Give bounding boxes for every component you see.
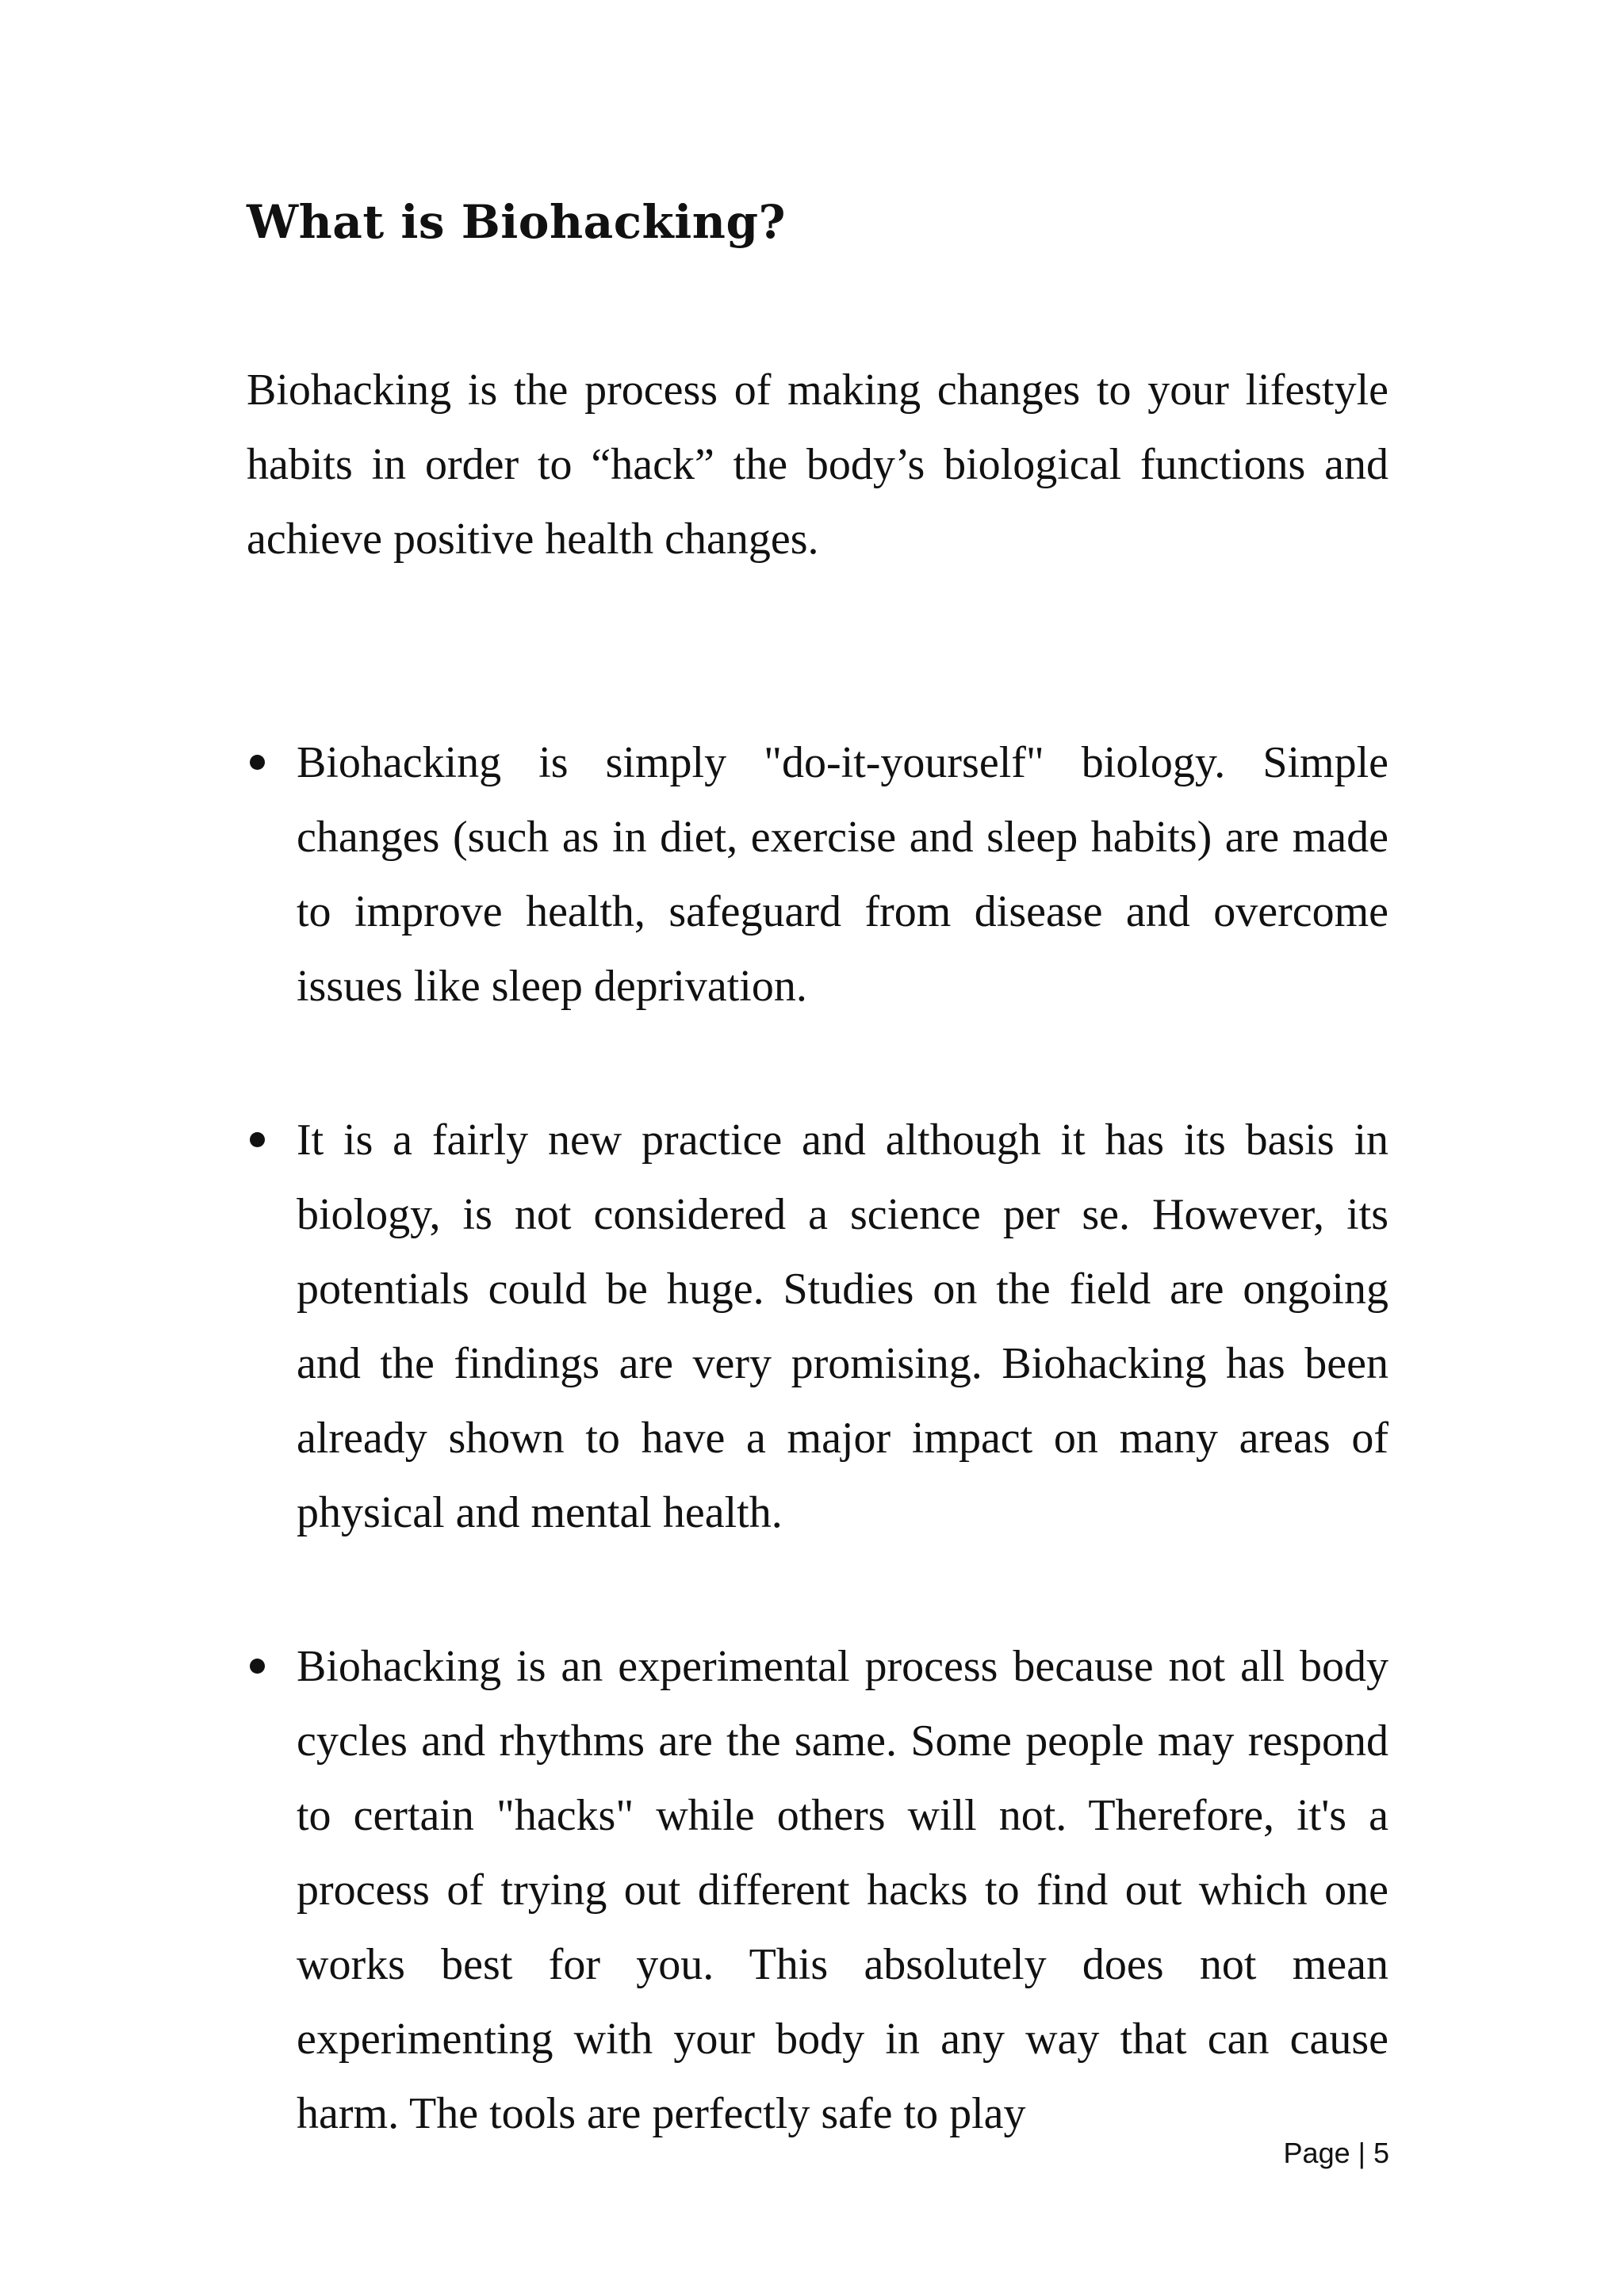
list-item [247,1629,1388,2151]
list-item-text: Biohacking is an experimental process because not all body cycles and rhythms are the same. Some people may respond to certain "hacks" while others will not. Therefore, it's a process of trying out different hacks to find out which one works best for you. This absolutely does not mean experimenting with your body in any way that can cause harm. The tools are perfectly safe to play [297,1642,1388,2138]
bullet-icon [250,1659,265,1674]
bullet-icon [250,1132,265,1147]
list-item [247,1103,1388,1550]
list-item [247,725,1388,1024]
intro-paragraph: Biohacking is the process of making changes to your lifestyle habits in order to “hack” the body’s biological functions and achieve positive health changes. [247,365,1388,564]
bullet-icon [250,755,265,770]
list-item-text: It is a fairly new practice and although it has its basis in biology, is not considered a science per se. However, its potentials could be huge. Studies on the field are ongoing and the findings are very promising. Biohacking has been already shown to have a major impact on many areas of physical and mental health. [297,1115,1388,1537]
page-content [247,190,1388,2151]
page-number: Page | 5 [1283,2137,1389,2169]
bullet-list [247,725,1388,2151]
list-item-text: Biohacking is simply "do-it-yourself" biology. Simple changes (such as in diet, exercise and sleep habits) are made to improve health, safeguard from disease and overcome issues like sleep deprivation. [297,738,1388,1011]
page-title: What is Biohacking? [247,195,786,249]
